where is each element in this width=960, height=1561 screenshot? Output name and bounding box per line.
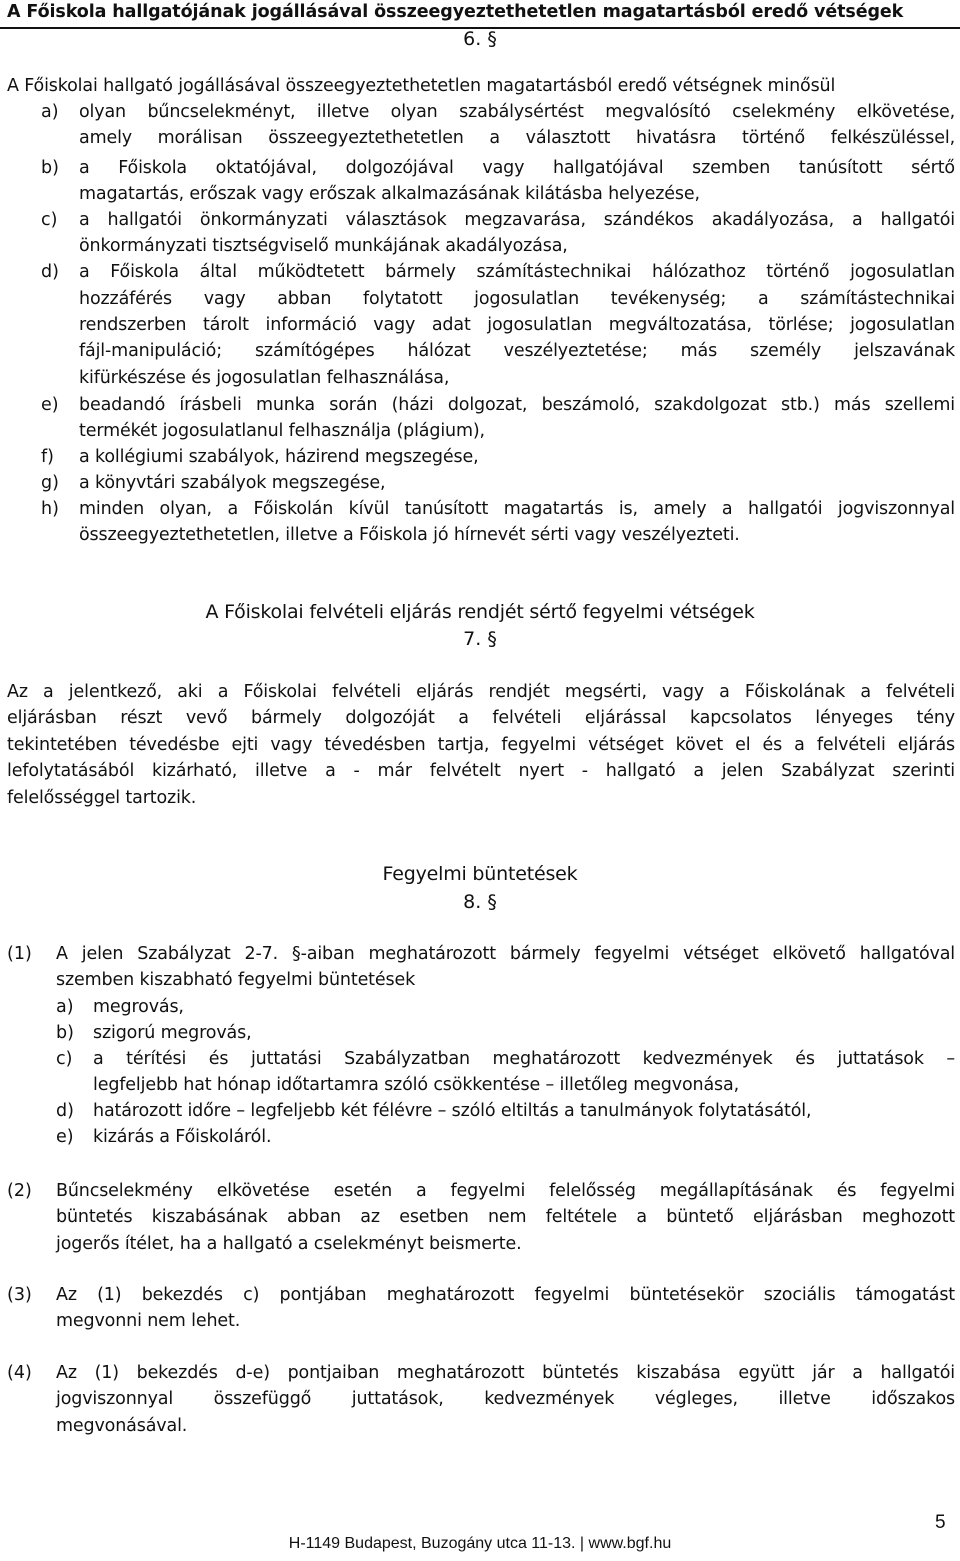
paragraph-line: megvonni nem lehet. (56, 1311, 241, 1331)
paragraph-line: Az a jelentkező, aki a Főiskolai felvételi eljárás rendjét megsérti, vagy a Főiskolának a felvételi (7, 682, 955, 702)
header-title: A Főiskola hallgatójának jogállásával összeegyeztethetetlen magatartásból eredő vétségek (7, 2, 904, 22)
section-8-number: 8. § (463, 891, 497, 913)
paragraph-marker: (3) (7, 1285, 32, 1305)
list-item-line: kifürkészése és jogosulatlan felhasználása, (79, 368, 450, 388)
paragraph-marker: (2) (7, 1181, 32, 1201)
list-item-line: kizárás a Főiskoláról. (93, 1127, 272, 1147)
item-marker: c) (41, 210, 58, 230)
paragraph-line: Az (1) bekezdés c) pontjában meghatározott fegyelmi büntetésekör szociális támogatást (56, 1285, 955, 1305)
section-7-number: 7. § (463, 628, 497, 650)
list-item-line: termékét jogosulatlanul felhasználja (plágium), (79, 421, 485, 441)
section-7-title: A Főiskolai felvételi eljárás rendjét sértő fegyelmi vétségek (205, 601, 755, 623)
list-item-line: a Főiskola oktatójával, dolgozójával vagy hallgatójával szemben tanúsított sértő (79, 158, 955, 178)
paragraph-line: megvonásával. (56, 1416, 188, 1436)
page-number: 5 (935, 1512, 946, 1533)
item-marker: h) (41, 499, 59, 519)
list-item-line: magatartás, erőszak vagy erőszak alkalmazásának kilátásba helyezése, (79, 184, 700, 204)
item-marker: d) (56, 1101, 74, 1121)
list-item-line: beadandó írásbeli munka során (házi dolgozat, beszámoló, szakdolgozat stb.) más szellemi (79, 395, 955, 415)
list-item-line: szigorú megrovás, (93, 1023, 252, 1043)
paragraph-line: A jelen Szabályzat 2-7. §-aiban meghatározott bármely fegyelmi vétséget elkövető hallgatóval (56, 944, 955, 964)
list-item-line: önkormányzati tisztségviselő munkájának akadályozása, (79, 236, 568, 256)
list-item-line: a hallgatói önkormányzati választások megzavarása, szándékos akadályozása, a hallgatói (79, 210, 955, 230)
list-item-line: rendszerben tárolt információ vagy adat jogosulatlan megváltozatása, törlése; jogosulatlan (79, 315, 955, 335)
item-marker: d) (41, 262, 59, 282)
paragraph-marker: (4) (7, 1363, 32, 1383)
document-header (0, 0, 960, 29)
section-6-number: 6. § (463, 28, 497, 50)
paragraph-line: büntetés kiszabásának abban az esetben nem feltétele a büntető eljárásban meghozott (56, 1207, 955, 1227)
list-item-line: összeegyeztethetetlen, illetve a Főiskola jó hírnevét sérti vagy veszélyezteti. (79, 525, 740, 545)
item-marker: e) (41, 395, 59, 415)
item-marker: f) (41, 447, 54, 467)
paragraph-line: Az (1) bekezdés d-e) pontjaiban meghatározott büntetés kiszabása együtt jár a hallgatói (56, 1363, 955, 1383)
paragraph-line: szemben kiszabható fegyelmi büntetések (56, 970, 416, 990)
item-marker: a) (41, 102, 59, 122)
item-marker: b) (56, 1023, 74, 1043)
paragraph-line: lefolytatásából kizárható, illetve a - már felvételt nyert - hallgató a jelen Szabályzat szerinti (7, 761, 955, 781)
paragraph-line: jogviszonnyal összefüggő juttatások, kedvezmények végleges, illetve időszakos (56, 1389, 955, 1409)
paragraph-line: tekintetében tévedésbe ejti vagy tévedésben tartja, fegyelmi vétséget követ el és a felvételi eljárás (7, 735, 955, 755)
list-item-line: fájl-manipuláció; számítógépes hálózat veszélyeztetése; más személy jelszavának (79, 341, 955, 361)
list-item-line: a könyvtári szabályok megszegése, (79, 473, 386, 493)
list-item-line: minden olyan, a Főiskolán kívül tanúsított magatartás is, amely a hallgatói jogviszonnyal (79, 499, 955, 519)
section-6-intro: A Főiskolai hallgató jogállásával összeegyeztethetetlen magatartásból eredő vétségnek minősül (7, 76, 836, 96)
item-marker: e) (56, 1127, 74, 1147)
paragraph-marker: (1) (7, 944, 32, 964)
list-item-line: olyan bűncselekményt, illetve olyan szabálysértést megvalósító cselekmény elkövetése, (79, 102, 955, 122)
list-item-line: határozott időre – legfeljebb két félévre – szóló eltiltás a tanulmányok folytatásától, (93, 1101, 812, 1121)
paragraph-line: felelősséggel tartozik. (7, 788, 197, 808)
list-item-line: a kollégiumi szabályok, házirend megszegése, (79, 447, 479, 467)
list-item-line: a térítési és juttatási Szabályzatban meghatározott kedvezmények és juttatások – (93, 1049, 955, 1069)
paragraph-line: jogerős ítélet, ha a hallgató a cselekményt beismerte. (56, 1234, 522, 1254)
list-item-line: megrovás, (93, 997, 184, 1017)
item-marker: c) (56, 1049, 73, 1069)
item-marker: b) (41, 158, 59, 178)
list-item-line: amely morálisan összeegyeztethetetlen a választott hivatásra történő felkészüléssel, (79, 128, 955, 148)
paragraph-line: Bűncselekmény elkövetése esetén a fegyelmi felelősség megállapításának és fegyelmi (56, 1181, 955, 1201)
footer-address: H-1149 Budapest, Buzogány utca 11-13. | www.bgf.hu (288, 1535, 672, 1552)
paragraph-line: eljárásban részt vevő bármely dolgozóját a felvételi eljárással kapcsolatos lényeges tény (7, 708, 955, 728)
item-marker: a) (56, 997, 74, 1017)
section-8-title: Fegyelmi büntetések (382, 863, 578, 885)
list-item-line: a Főiskola által működtetett bármely számítástechnikai hálózathoz történő jogosulatlan (79, 262, 955, 282)
item-marker: g) (41, 473, 59, 493)
list-item-line: hozzáférés vagy abban folytatott jogosulatlan tevékenység; a számítástechnikai (79, 289, 955, 309)
list-item-line: legfeljebb hat hónap időtartamra szóló csökkentése – illetőleg megvonása, (93, 1075, 739, 1095)
